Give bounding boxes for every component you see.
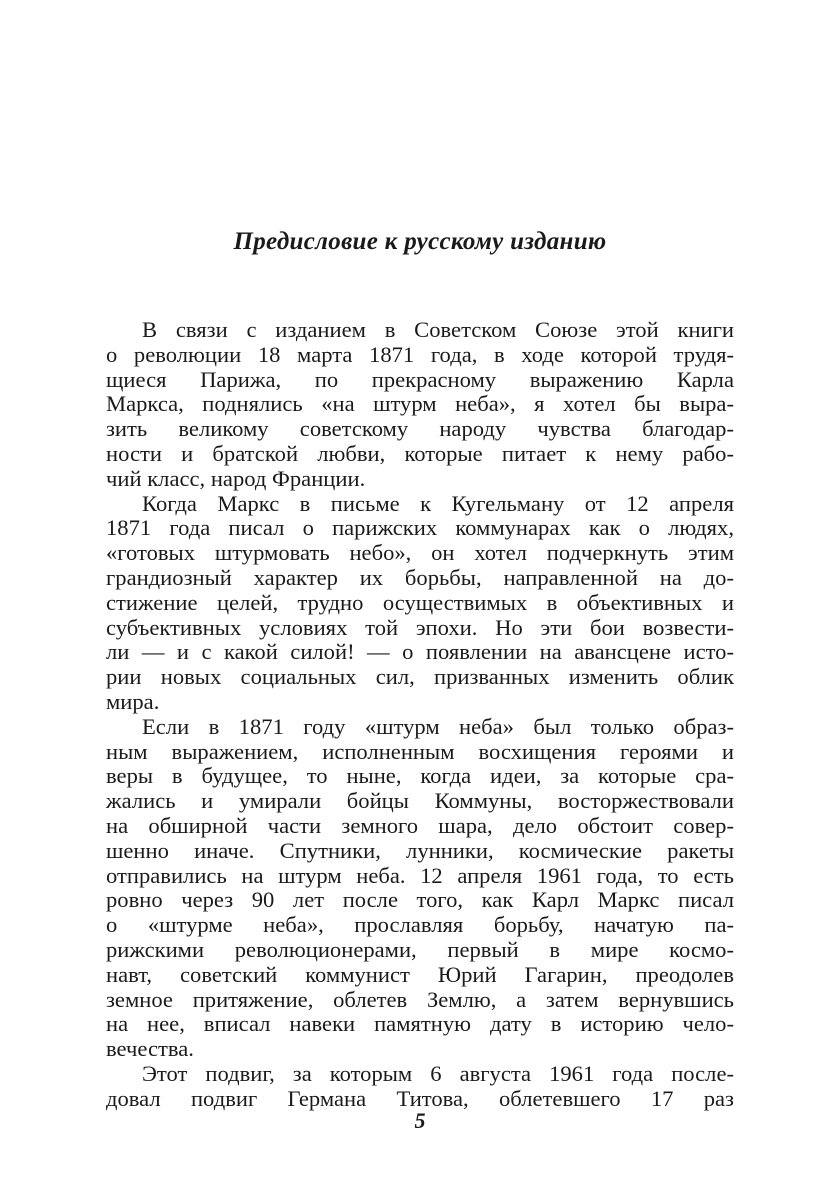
- text-line: рии новых социальных сил, призванных изменить облик: [106, 664, 734, 690]
- text-line: Маркса, поднялись «на штурм неба», я хотел бы выра-: [106, 391, 734, 417]
- chapter-heading: Предисловие к русскому изданию: [233, 228, 607, 255]
- paragraph: [106, 492, 734, 715]
- text-line: вечества.: [106, 1036, 194, 1062]
- text-line: мира.: [106, 688, 160, 714]
- text-line: о «штурме неба», прославляя борьбу, начатую па-: [106, 912, 734, 938]
- text-line: ли — и с какой силой! — о появлении на авансцене исто-: [106, 639, 734, 665]
- text-line: шенно иначе. Спутники, лунники, космические ракеты: [106, 837, 734, 863]
- text-line: ности и братской любви, которые питает к нему рабо-: [106, 440, 734, 466]
- text-line: грандиозный характер их борьбы, направленной на до-: [106, 564, 734, 590]
- text-line: земное притяжение, облетев Землю, а затем вернувшись: [106, 986, 734, 1012]
- text-line: чий класс, народ Франции.: [106, 465, 366, 491]
- text-line: Когда Маркс в письме к Кугельману от 12 апреля: [142, 490, 734, 516]
- paragraph: [106, 318, 734, 492]
- text-line: веры в будущее, то ныне, когда идеи, за которые сра-: [106, 763, 734, 789]
- text-line: субъективных условиях той эпохи. Но эти бои возвести-: [106, 614, 734, 640]
- text-line: ровно через 90 лет после того, как Карл Маркс писал: [106, 887, 734, 913]
- text-line: жались и умирали бойцы Коммуны, восторжествовали: [106, 788, 734, 814]
- text-line: на обширной части земного шара, дело обстоит совер-: [106, 812, 734, 838]
- text-line: рижскими революционерами, первый в мире космо-: [106, 936, 734, 962]
- text-line: щиеся Парижа, по прекрасному выражению Карла: [106, 366, 734, 392]
- paragraph: [106, 715, 734, 1062]
- text-line: довал подвиг Германа Титова, облетевшего 17 раз: [106, 1085, 734, 1111]
- text-line: ным выражением, исполненным восхищения героями и: [106, 738, 734, 764]
- paragraph: [106, 1062, 734, 1112]
- text-line: Этот подвиг, за которым 6 августа 1961 года после-: [142, 1060, 734, 1086]
- body-text: [106, 318, 734, 1112]
- text-line: навт, советский коммунист Юрий Гагарин, преодолев: [106, 961, 734, 987]
- page-number: 5: [414, 1108, 426, 1133]
- text-line: «готовых штурмовать небо», он хотел подчеркнуть этим: [106, 540, 734, 566]
- text-line: В связи с изданием в Советском Союзе этой книги: [142, 317, 734, 342]
- text-line: 1871 года писал о парижских коммунарах как о людях,: [106, 515, 734, 541]
- text-line: стижение целей, трудно осуществимых в объективных и: [106, 589, 734, 615]
- text-line: Если в 1871 году «штурм неба» был только образ-: [142, 713, 734, 739]
- text-line: о революции 18 марта 1871 года, в ходе которой трудя-: [106, 341, 734, 367]
- text-line: на нее, вписал навеки памятную дату в историю чело-: [106, 1011, 734, 1037]
- text-line: отправились на штурм неба. 12 апреля 1961 года, то есть: [106, 862, 734, 888]
- text-line: зить великому советскому народу чувства благодар-: [106, 416, 734, 442]
